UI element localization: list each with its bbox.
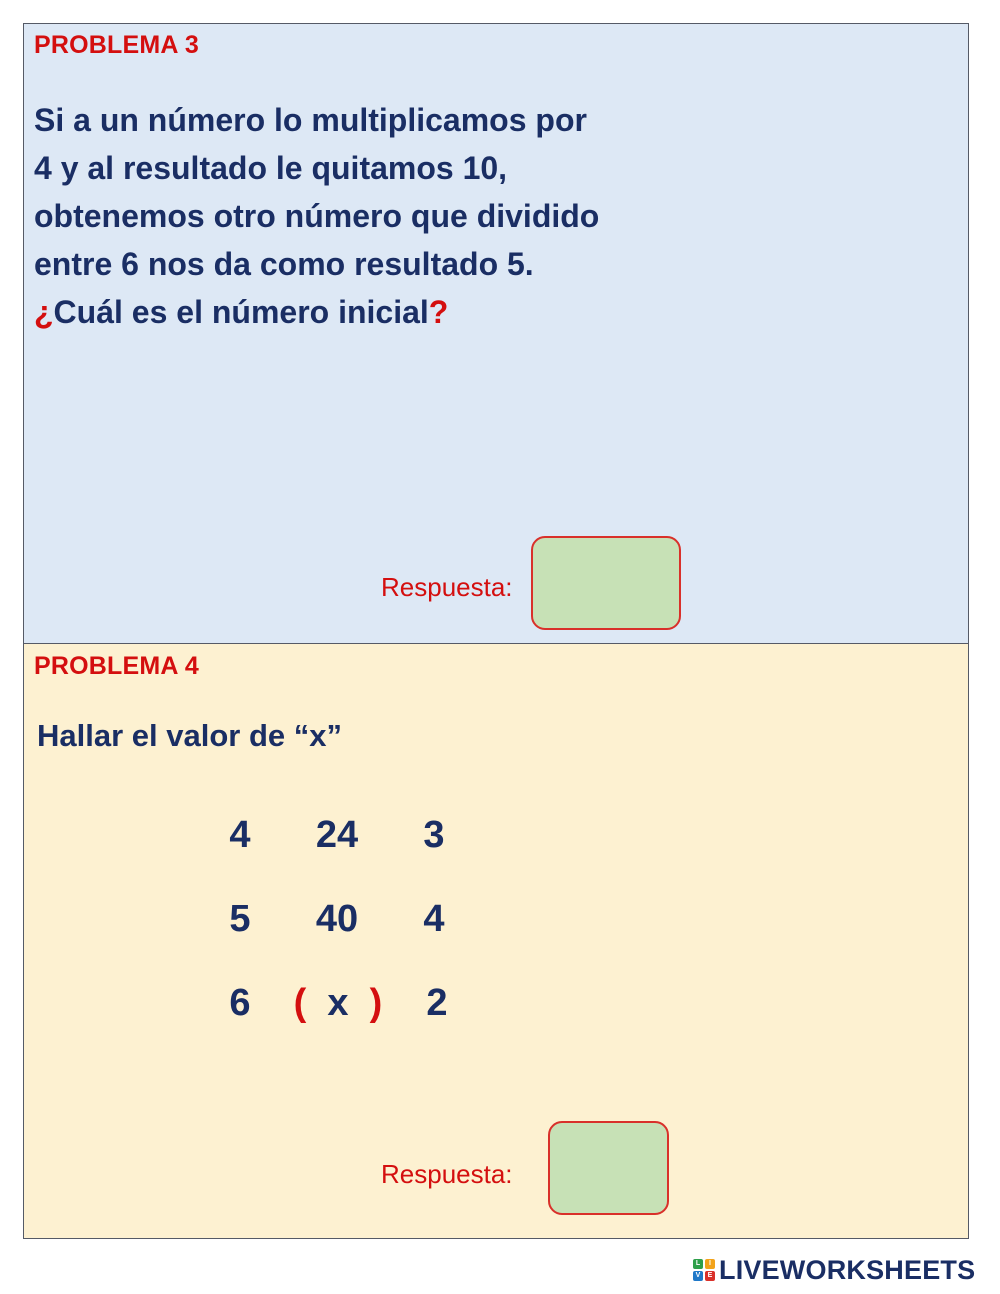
statement-line-3: obtenemos otro número que dividido [34,198,600,234]
logo-mark-tile: E [705,1271,715,1281]
grid-cell: 4 [423,898,445,940]
statement-question [34,288,599,336]
number-grid [24,644,970,1240]
problem-3-panel [23,23,969,644]
liveworksheets-logo [693,1254,975,1286]
problem-4-title: PROBLEMA 4 [34,652,199,680]
grid-cell: 5 [229,898,251,940]
grid-cell: 3 [423,814,445,856]
grid-cell: 40 [315,898,359,940]
problem-4-instruction: Hallar el valor de “x” [37,718,342,753]
problem-4-answer-label: Respuesta: [381,1159,513,1189]
grid-cell: 2 [426,982,448,1024]
problem-3-title: PROBLEMA 3 [34,31,199,59]
unknown-x: x [327,982,349,1024]
logo-mark-tile: L [693,1259,703,1269]
statement-line-4: entre 6 nos da como resultado 5. [34,246,534,282]
logo-mark-tile: V [693,1271,703,1281]
question-mark-open: ¿ [34,294,54,330]
problem-3-answer-input[interactable] [531,536,681,630]
grid-cell: 4 [229,814,251,856]
problem-4-answer-input[interactable] [548,1121,669,1215]
question-mark-close: ? [428,294,449,330]
statement-line-1: Si a un número lo multiplicamos por [34,102,587,138]
paren-close: ) [369,982,383,1024]
problem-3-answer-label: Respuesta: [381,572,513,602]
grid-cell: 24 [315,814,359,856]
logo-mark-tile: I [705,1259,715,1269]
logo-text: LIVEWORKSHEETS [719,1254,976,1285]
problem-3-statement [34,96,599,336]
logo-mark-icon [693,1259,715,1281]
paren-open: ( [293,982,307,1024]
grid-cell: 6 [229,982,251,1024]
statement-line-2: 4 y al resultado le quitamos 10, [34,150,508,186]
question-text: Cuál es el número inicial [53,294,429,330]
problem-4-panel [23,643,969,1239]
